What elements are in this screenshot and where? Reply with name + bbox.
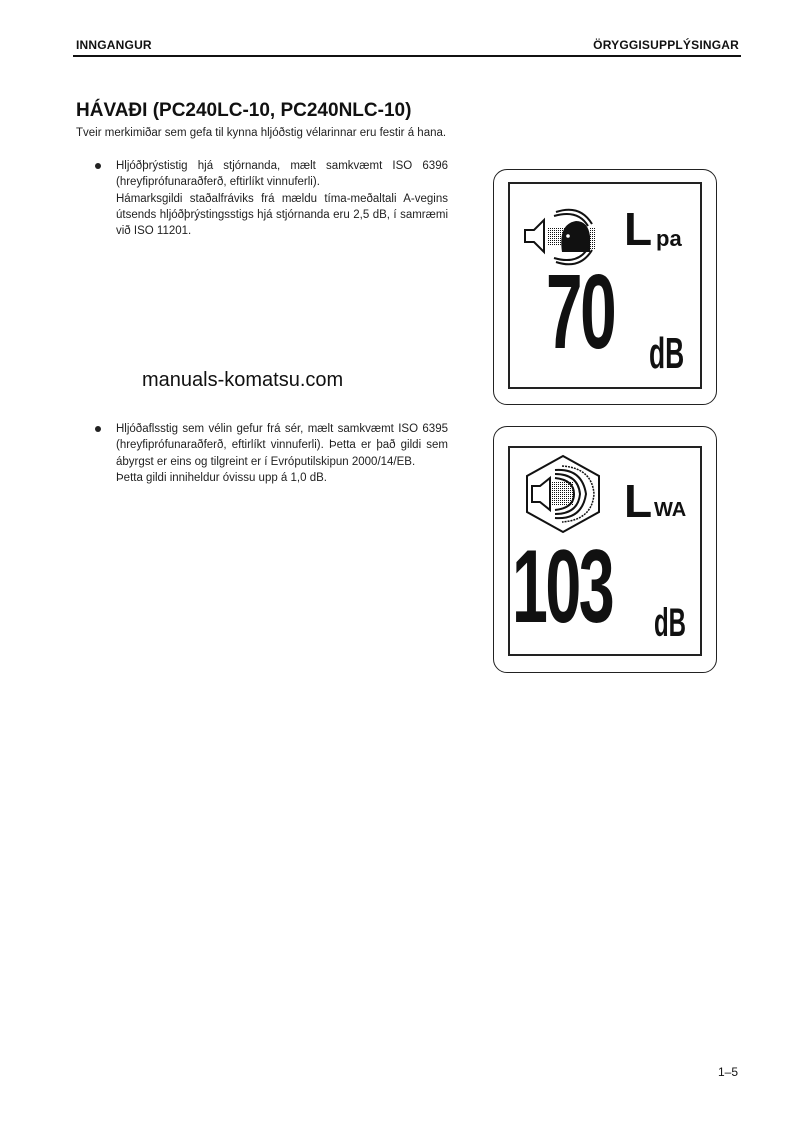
section-title: HÁVAÐI (PC240LC-10, PC240NLC-10): [76, 100, 412, 121]
bullet-paragraph: Hljóðaflsstig sem vélin gefur frá sér, mælt samkvæmt ISO 6395 (hreyfiprófunaraðferð, eftirlíkt vinnuferli). Þetta er það gildi sem ábyrgst er eins og tilgreint er í Evróputilskipun 2000/14/EB.: [116, 423, 448, 468]
noise-unit: dB: [654, 601, 686, 645]
noise-label-lpa: [493, 169, 717, 405]
bullet-icon: [95, 163, 101, 169]
symbol-sub: pa: [656, 226, 682, 251]
watermark-text: manuals-komatsu.com: [142, 369, 344, 391]
symbol-sub: WA: [654, 499, 687, 521]
noise-value: 103: [512, 529, 613, 645]
noise-value: 70: [546, 253, 615, 371]
symbol-main: L: [624, 203, 653, 255]
bullet-sound-power: [96, 421, 448, 486]
bullet-paragraph: Hámarksgildi staðalfráviks frá mældu tíma-meðaltali A-vegins útsends hljóðþrýstingsstigs hjá stjórnanda eru 2,5 dB, í samræmi við ISO 11201.: [116, 192, 448, 238]
header-divider: [73, 55, 741, 57]
speaker-hexagon-sound-icon: [522, 454, 604, 534]
section-intro: Tveir merkimiðar sem gefa til kynna hljóðstig vélarinnar eru festir á hana.: [76, 127, 447, 139]
bullet-icon: [95, 426, 101, 432]
noise-label-lwa: [493, 426, 717, 673]
page-number: 1–5: [717, 1065, 738, 1079]
header-section-right: ÖRYGGISUPPLÝSINGAR: [593, 38, 739, 52]
noise-label-frame: [508, 182, 702, 389]
symbol-main: L: [624, 475, 653, 527]
bullet-paragraph: Hljóðþrýstistig hjá stjórnanda, mælt samkvæmt ISO 6396 (hreyfiprófunaraðferð, eftirlíkt vinnuferli).: [116, 160, 448, 189]
noise-unit: dB: [649, 329, 685, 378]
header-section-left: INNGANGUR: [76, 38, 152, 52]
bullet-paragraph: Þetta gildi inniheldur óvissu upp á 1,0 dB.: [116, 471, 327, 484]
noise-label-frame: [508, 446, 702, 656]
bullet-sound-pressure: [96, 158, 448, 239]
